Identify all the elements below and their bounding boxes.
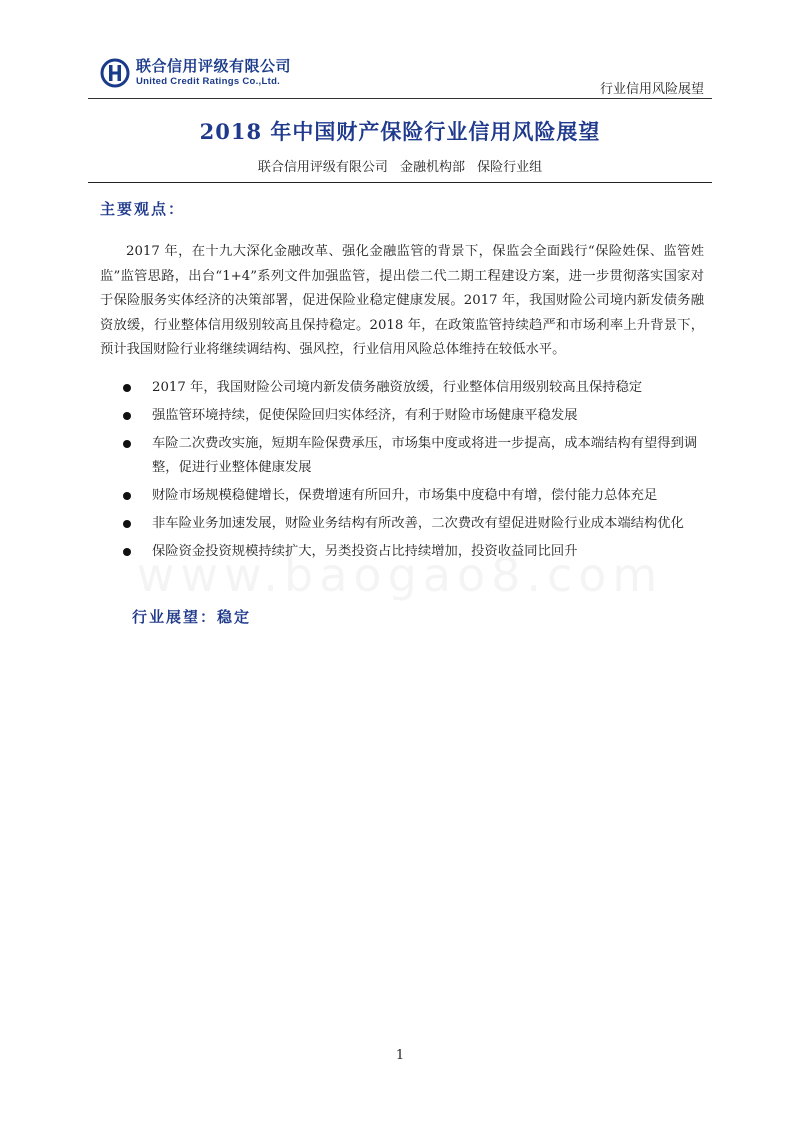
company-logo (100, 58, 291, 88)
bullet-icon (123, 440, 131, 448)
list-item (120, 512, 708, 536)
page-number: 1 (395, 1048, 405, 1063)
document-title: 2018 年中国财产保险行业信用风险展望 (199, 119, 601, 144)
company-name-en: United Credit Ratings Co.,Ltd. (136, 76, 281, 88)
list-item-text: 强监管环境持续，促使保险回归实体经济，有利于财险市场健康平稳发展 (152, 408, 578, 423)
list-item (120, 484, 708, 508)
bullet-icon (123, 492, 131, 500)
header-section-label: 行业信用风险展望 (599, 82, 704, 97)
list-item-text: 保险资金投资规模持续扩大，另类投资占比持续增加，投资收益同比回升 (152, 544, 578, 559)
list-item (120, 404, 708, 428)
header-divider (88, 98, 712, 99)
main-points-list (120, 376, 708, 568)
title-divider (88, 182, 712, 183)
bullet-icon (123, 520, 131, 528)
document-subtitle: 联合信用评级有限公司 金融机构部 保险行业组 (257, 160, 543, 175)
list-item-text: 非车险业务加速发展，财险业务结构有所改善，二次费改有望促进财险行业成本端结构优化 (152, 516, 684, 531)
company-logo-icon (100, 58, 130, 88)
bullet-icon (123, 412, 131, 420)
industry-outlook: 行业展望：稳定 (132, 608, 252, 626)
bullet-icon (123, 384, 131, 392)
list-item-text: 2017 年，我国财险公司境内新发债务融资放缓，行业整体信用级别较高且保持稳定 (152, 380, 643, 395)
main-points-paragraph: 2017 年，在十九大深化金融改革、强化金融监管的背景下，保监会全面践行“保险姓保、监管姓监”监管思路，出台“1+4”系列文件加强监管，提出偿二代二期工程建设方案，进一步贯彻落实国家对于保险服务实体经济的决策部署，促进保险业稳定健康发展。2017 年，我国财险公司境内新发债务融资放缓，行业整体信用级别较高且保持稳定。2018 年，在政策监管持续趋严和市场利率上升背景下，预计我国财险行业将继续调结构、强风控，行业信用风险总体维持在较低水平。 (100, 244, 704, 357)
main-points-heading: 主要观点： (100, 200, 186, 218)
list-item-text: 车险二次费改实施，短期车险保费承压，市场集中度或将进一步提高，成本端结构有望得到调整，促进行业整体健康发展 (152, 436, 698, 475)
company-name-cn: 联合信用评级有限公司 (136, 57, 292, 76)
list-item-text: 财险市场规模稳健增长，保费增速有所回升，市场集中度稳中有增，偿付能力总体充足 (152, 488, 658, 503)
list-item (120, 376, 708, 400)
list-item (120, 432, 708, 480)
watermark (0, 548, 800, 602)
